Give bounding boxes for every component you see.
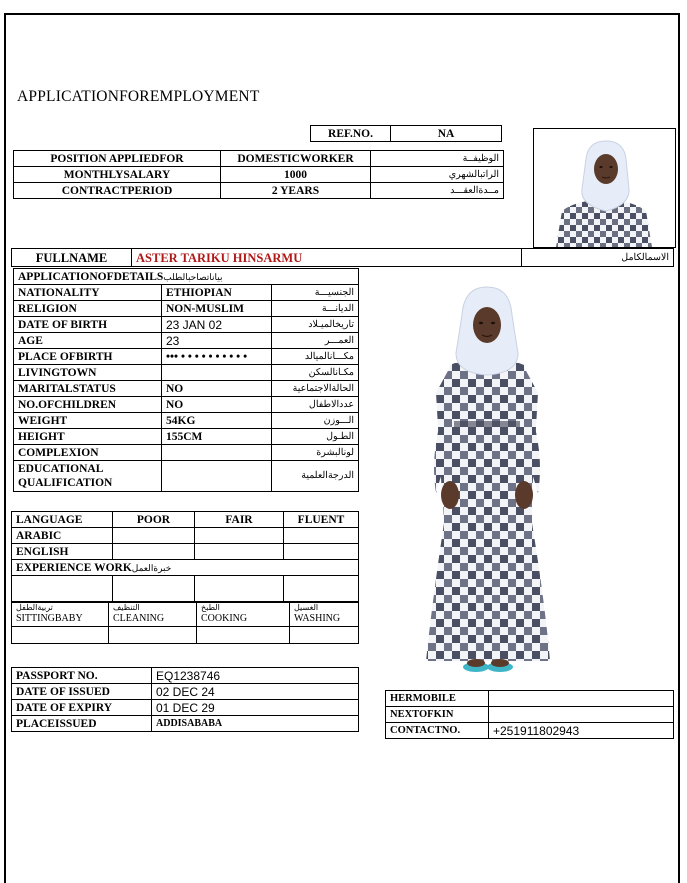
passport-body [12, 668, 359, 732]
details-row [14, 381, 359, 397]
passport-value: 01 DEC 29 [152, 700, 359, 716]
details-label: COMPLEXION [14, 445, 162, 461]
salary-value: 1000 [221, 167, 371, 183]
position-value: DOMESTICWORKER [221, 151, 371, 167]
passport-value: 02 DEC 24 [152, 684, 359, 700]
position-table [13, 150, 504, 199]
skill-arabic: التنظيف [113, 603, 140, 612]
language-poor-cell [113, 544, 195, 560]
language-poor-header: POOR [113, 512, 195, 528]
details-header-row [14, 269, 359, 285]
form-title: APPLICATIONFOREMPLOYMENT [17, 88, 260, 105]
details-table [13, 268, 359, 492]
skill-label: WASHING [294, 613, 341, 624]
details-row [14, 301, 359, 317]
language-row-english [12, 544, 359, 560]
skill-label: SITTINGBABY [16, 613, 83, 624]
passport-row [12, 716, 359, 732]
passport-value: ADDISABABA [152, 716, 359, 732]
salary-row [14, 167, 504, 183]
fullname-value: ASTER TARIKU HINSARMU [132, 249, 522, 267]
details-value: NO [162, 397, 272, 413]
details-arabic: الـــوزن [272, 413, 359, 429]
skill-label: COOKING [201, 613, 248, 624]
skill-value-cell [197, 627, 290, 644]
details-row [14, 317, 359, 333]
language-fair-header: FAIR [195, 512, 284, 528]
contact-body [386, 691, 674, 739]
full-body-photo [420, 283, 555, 678]
details-arabic: الحالةالاجتماعية [272, 381, 359, 397]
skills-value-row [12, 627, 359, 644]
contact-value [489, 707, 674, 723]
contact-table [385, 690, 674, 739]
salary-arabic: الراتبالشهري [371, 167, 504, 183]
details-row [14, 445, 359, 461]
details-value [162, 445, 272, 461]
skills-label-row [12, 602, 359, 627]
ref-label: REF.NO. [311, 126, 391, 142]
contact-label: NEXTOFKIN [386, 707, 489, 723]
skill-arabic: تربيةالطفل [16, 603, 53, 612]
contract-value: 2 YEARS [221, 183, 371, 199]
skill-arabic: الغسيل [294, 603, 319, 612]
experience-cell [195, 576, 284, 603]
experience-blank-row [12, 576, 359, 603]
passport-value: EQ1238746 [152, 668, 359, 684]
education-row [14, 461, 359, 492]
details-value: NON-MUSLIM [162, 301, 272, 317]
skill-value-cell [290, 627, 359, 644]
fullname-arabic: الاسمالكامل [522, 249, 674, 267]
language-table [11, 511, 359, 603]
position-label: POSITION APPLIEDFOR [14, 151, 221, 167]
language-fluent-cell [284, 528, 359, 544]
details-header-arabic: بياناتصاحبالطلب [163, 271, 223, 282]
details-label: AGE [14, 333, 162, 349]
details-arabic: عددالاطفال [272, 397, 359, 413]
language-fair-cell [195, 528, 284, 544]
details-label: PLACE OFBIRTH [14, 349, 162, 365]
fullname-table [11, 248, 674, 267]
details-label: DATE OF BIRTH [14, 317, 162, 333]
experience-cell [113, 576, 195, 603]
details-row [14, 397, 359, 413]
details-value: 155CM [162, 429, 272, 445]
fullname-label: FULLNAME [12, 249, 132, 267]
passport-label: DATE OF ISSUED [12, 684, 152, 700]
details-value: 23 [162, 333, 272, 349]
details-row [14, 365, 359, 381]
details-row [14, 285, 359, 301]
language-header: LANGUAGE [12, 512, 113, 528]
passport-row [12, 700, 359, 716]
contact-row [386, 723, 674, 739]
details-value: NO [162, 381, 272, 397]
skill-label: CLEANING [113, 613, 165, 624]
details-label: LIVINGTOWN [14, 365, 162, 381]
contact-row [386, 707, 674, 723]
contract-row [14, 183, 504, 199]
details-value: ••• • • • • • • • • • • [162, 349, 272, 365]
details-row [14, 429, 359, 445]
details-label: MARITALSTATUS [14, 381, 162, 397]
skill-value-cell [109, 627, 197, 644]
contact-label: HERMOBILE [386, 691, 489, 707]
education-arabic: الدرجةالعلمية [272, 461, 359, 492]
language-name: ARABIC [12, 528, 113, 544]
portrait-photo [533, 128, 676, 248]
details-label: NATIONALITY [14, 285, 162, 301]
passport-label: PASSPORT NO. [12, 668, 152, 684]
experience-label: EXPERIENCE WORK [16, 561, 132, 574]
language-poor-cell [113, 528, 195, 544]
contact-label: CONTACTNO. [386, 723, 489, 739]
language-fluent-header: FLUENT [284, 512, 359, 528]
contact-row [386, 691, 674, 707]
passport-row [12, 684, 359, 700]
details-arabic: مكـانالسكن [272, 365, 359, 381]
details-row [14, 333, 359, 349]
details-arabic: مكـــانالميالد [272, 349, 359, 365]
language-row-arabic [12, 528, 359, 544]
skill-arabic: الطبخ [201, 603, 220, 612]
language-name: ENGLISH [12, 544, 113, 560]
contact-value: +251911802943 [489, 723, 674, 739]
ref-value: NA [391, 126, 502, 142]
language-fluent-cell [284, 544, 359, 560]
experience-cell [12, 576, 113, 603]
details-label: HEIGHT [14, 429, 162, 445]
passport-label: DATE OF EXPIRY [12, 700, 152, 716]
details-value: 23 JAN 02 [162, 317, 272, 333]
details-value: 54KG [162, 413, 272, 429]
language-header-row [12, 512, 359, 528]
contract-arabic: مــدةالعقـــد [371, 183, 504, 199]
details-arabic: العمـــر [272, 333, 359, 349]
experience-cell [284, 576, 359, 603]
details-header-label: APPLICATIONOFDETAILS [18, 270, 164, 283]
skill-value-cell [12, 627, 109, 644]
salary-label: MONTHLYSALARY [14, 167, 221, 183]
details-row [14, 349, 359, 365]
details-arabic: الديانـــة [272, 301, 359, 317]
education-label-line2: QUALIFICATION [18, 477, 113, 489]
language-fair-cell [195, 544, 284, 560]
details-arabic: الجنسيـــة [272, 285, 359, 301]
details-label: RELIGION [14, 301, 162, 317]
details-body [14, 285, 359, 461]
experience-header-row [12, 560, 359, 576]
details-arabic: الطـول [272, 429, 359, 445]
details-arabic: تاريخالميـلاد [272, 317, 359, 333]
passport-label: PLACEISSUED [12, 716, 152, 732]
passport-row [12, 668, 359, 684]
position-row [14, 151, 504, 167]
passport-table [11, 667, 359, 732]
details-value [162, 365, 272, 381]
education-label-line1: EDUCATIONAL [18, 463, 104, 475]
details-label: WEIGHT [14, 413, 162, 429]
skills-table [11, 601, 359, 644]
education-value [162, 461, 272, 492]
details-value: ETHIOPIAN [162, 285, 272, 301]
details-row [14, 413, 359, 429]
contact-value [489, 691, 674, 707]
ref-table [310, 125, 502, 142]
details-arabic: لونالبشرة [272, 445, 359, 461]
position-arabic: الوظيفــة [371, 151, 504, 167]
details-label: NO.OFCHILDREN [14, 397, 162, 413]
contract-label: CONTRACTPERIOD [14, 183, 221, 199]
experience-arabic: خبرةالعمل [131, 562, 172, 573]
